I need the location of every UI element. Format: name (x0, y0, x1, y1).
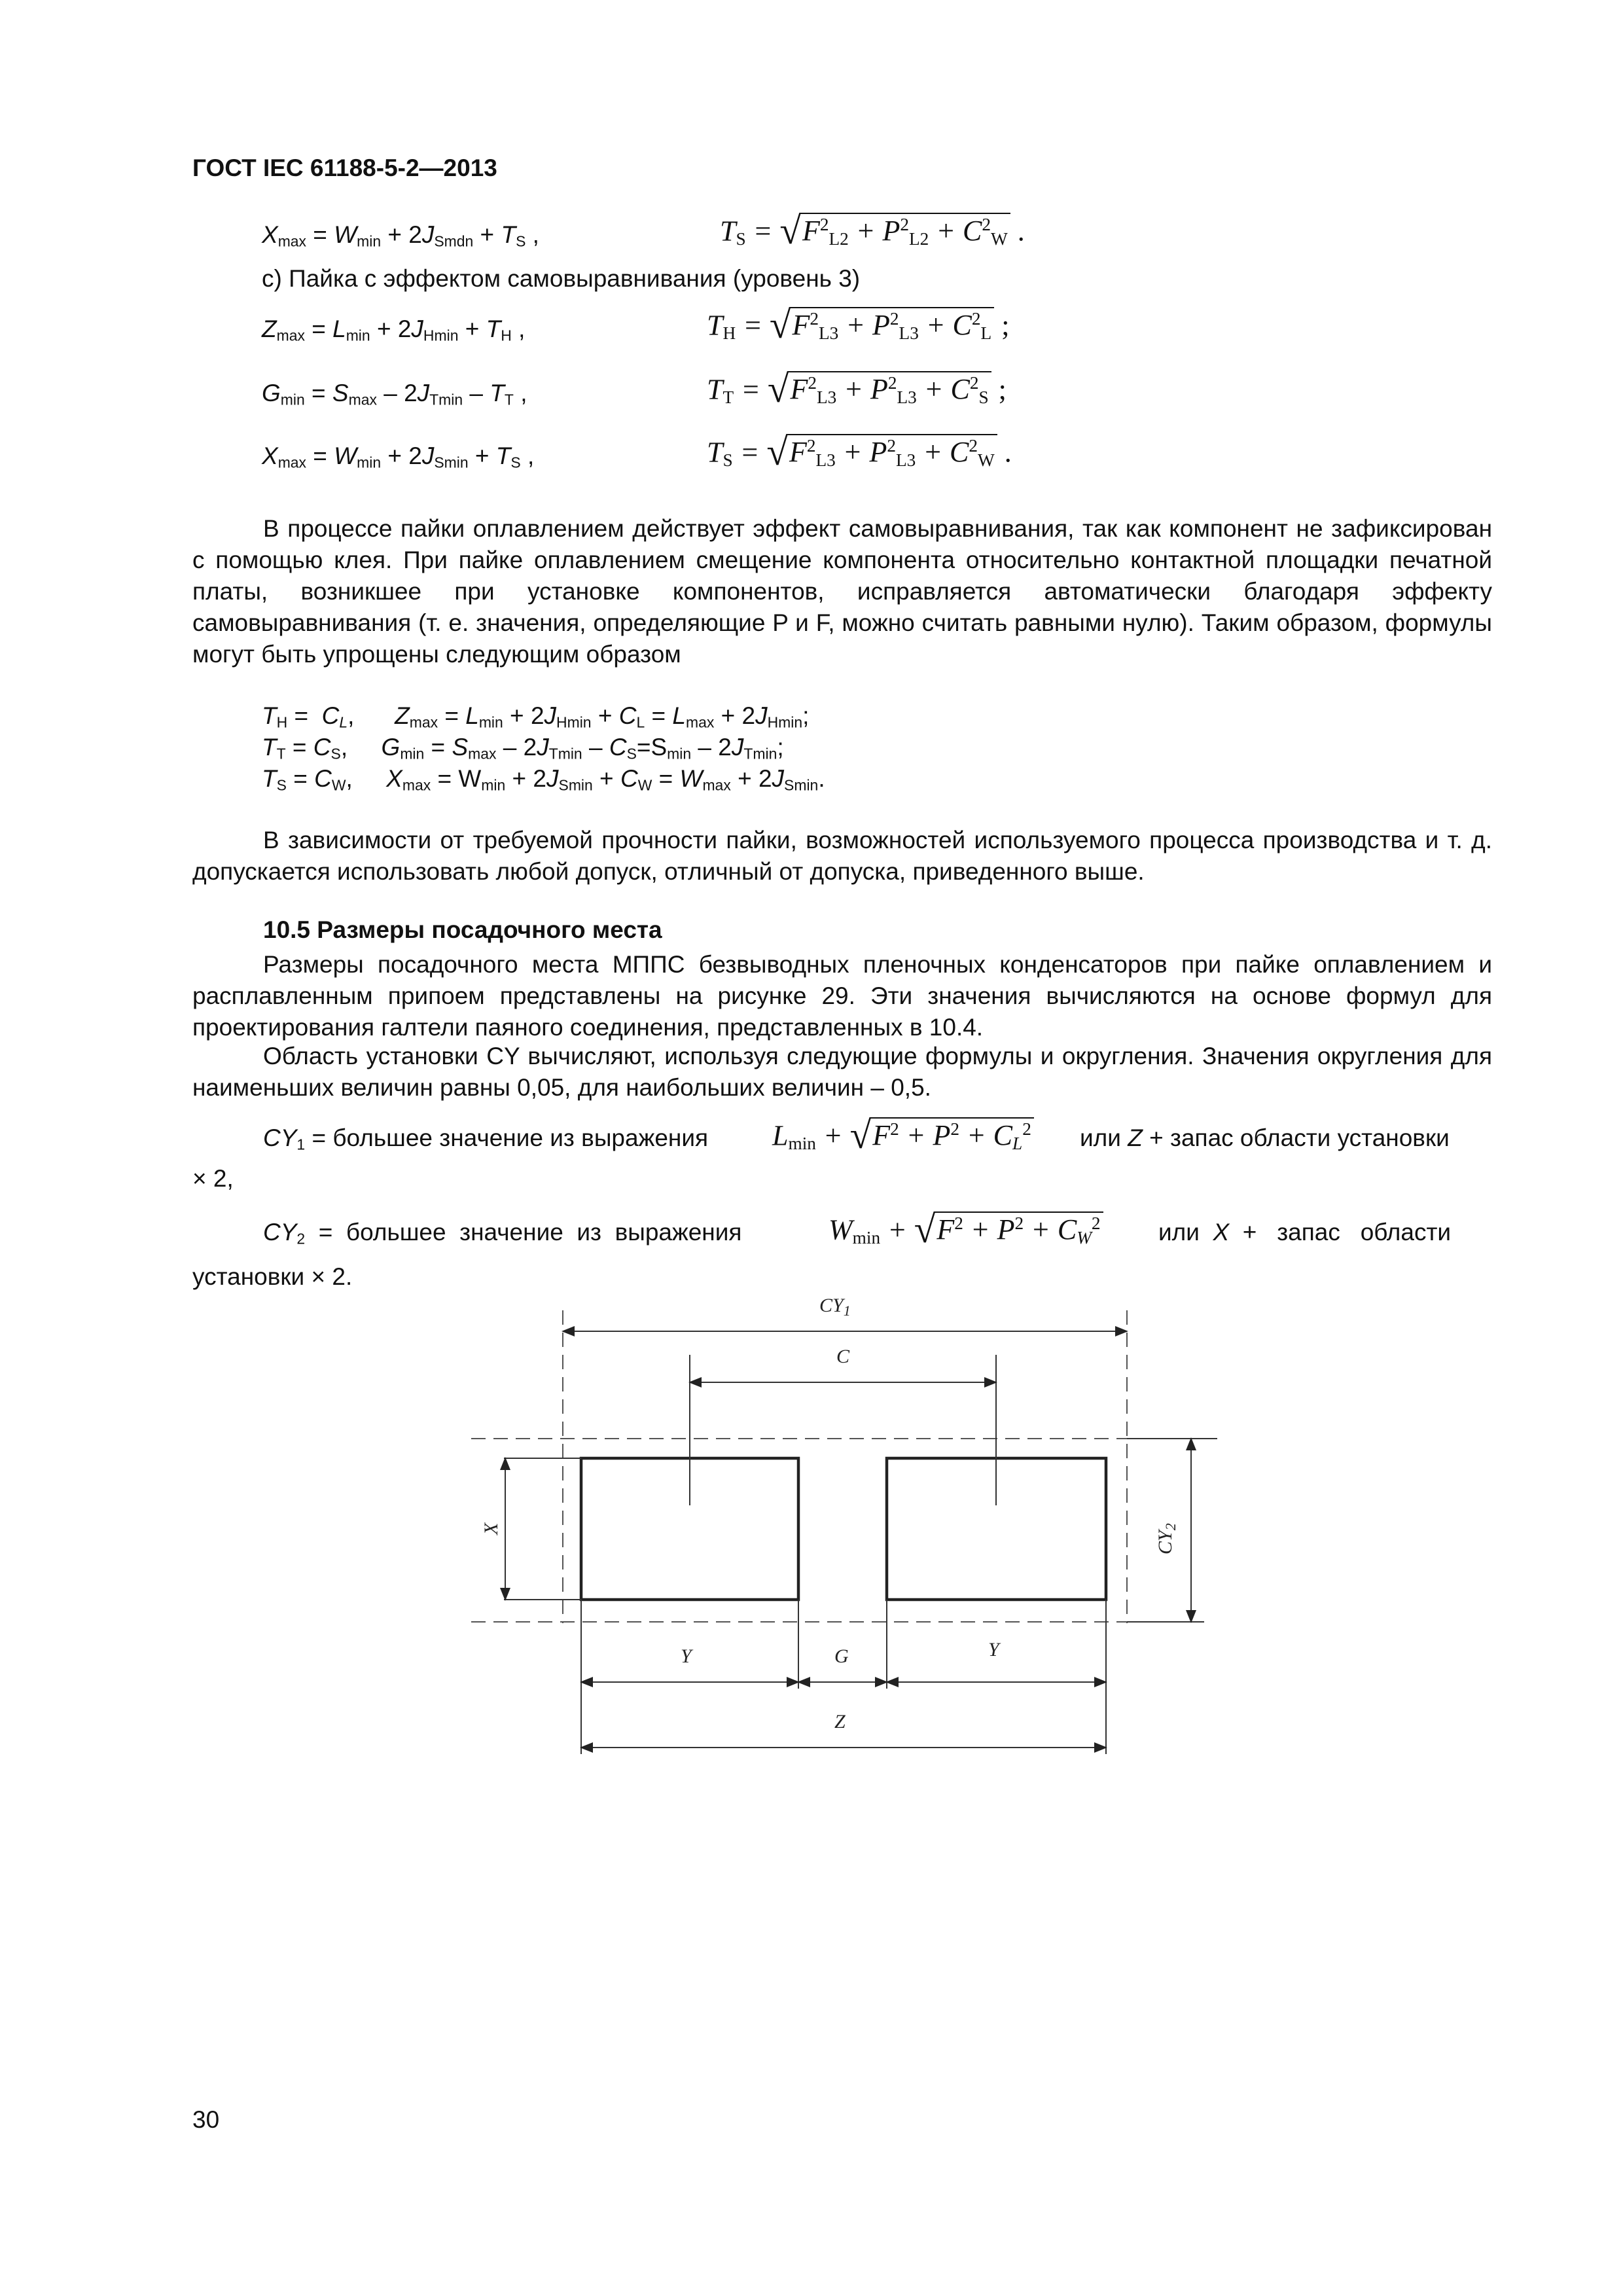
formula-zmax-level3-left: $Z_{max} = L_{min} + 2J_{Hmin} + T_H$ , (262, 315, 526, 344)
dim-y-left-label: Y (681, 1645, 692, 1667)
cy2-wrap: установки × 2. (192, 1263, 353, 1290)
item-c-heading: c) Пайка с эффектом самовыравнивания (уровень 3) (262, 265, 861, 292)
dim-x-label: X (480, 1522, 502, 1535)
cy1-formula: $L_{min} + √F^2 + P^2 + C_L^2$ (772, 1113, 1034, 1158)
formula-th-level3: $T_H = √F^2_{L3} + P^2_{L3} + C^2_L$ ; (707, 303, 1010, 346)
paragraph-self-alignment: В процессе пайки оплавлением действует эффект самовыравнивания, так как компонент не зафиксирован с помощью клея. При пайке оплавлением смещение компонента относительно контактной площадки печатной платы, возникшее при установке компонентов, исправляется автоматически благодаря эффекту самовыравнивания (т. е. значения, определяющие P и F, можно считать равными нулю). Таким образом, формулы могут быть упрощены следующим образом (192, 515, 1492, 668)
paragraph-land-pattern: Размеры посадочного места МППС безвыводных пленочных конденсаторов при пайке оплавлением и расплавленным припоем представлены на рисунке 29. Эти значения вычисляются на основе формул для проектирования галтели паяного соединения, представленных в 10.4. (192, 951, 1492, 1041)
formula-tt-level3: $T_T = √F^2_{L3} + P^2_{L3} + C^2_S$ ; (707, 367, 1007, 410)
dim-cy2-label: $CY_2$ (1154, 1523, 1179, 1554)
page-number: 30 (192, 2106, 220, 2133)
simplified-line-1: $T_H = C_L$, $Z_{max} = L_{min} + 2J_{Hmin} + C_L = L_{max} + 2J_{Hmin}$; (262, 702, 810, 731)
cy2-lead: $CY_2$ = большее значение из выражения (263, 1219, 742, 1247)
dim-c-label: C (836, 1346, 850, 1367)
dim-z-label: Z (834, 1711, 846, 1732)
section-title-10-5: 10.5 Размеры посадочного места (263, 916, 662, 943)
cy2-tail: или X + запас области (1158, 1219, 1452, 1246)
formula-gmin-level3-left: $G_{min} = S_{max} - 2J_{Tmin} - T_T$ , (262, 380, 527, 408)
cy2-formula: $W_{min} + √F^2 + P^2 + C_W^2$ (829, 1207, 1103, 1252)
cy1-lead: $CY_1$ = большее значение из выражения (263, 1124, 709, 1153)
dim-g-label: G (834, 1645, 849, 1667)
cy1-wrap: × 2, (192, 1165, 234, 1192)
paragraph-tolerance: В зависимости от требуемой прочности пайки, возможностей используемого процесса производства и т. д. допускается использовать любой допуск, отличный от допуска, приведенного выше. (192, 827, 1492, 885)
formula-ts-level3: $T_S = √F^2_{L3} + P^2_{L3} + C^2_W$ . (707, 430, 1012, 473)
simplified-line-3: $T_S = C_W$, $X_{max} = W_{min} + 2J_{Smin} + C_W = W_{max} + 2J_{Smin}$. (262, 765, 825, 794)
formula-ts-level2: $T_S = √F^2_{L2} + P^2_{L2} + C^2_W$ . (720, 209, 1025, 252)
dim-cy1-label: $CY_1$ (819, 1295, 851, 1319)
formula-xmax-level2-left: $X_{max} = W_{min} + 2J_{Smdn} + T_S$ , (262, 221, 539, 250)
formula-xmax-level3-left: $X_{max} = W_{min} + 2J_{Smin} + T_S$ , (262, 442, 535, 471)
simplified-line-2: $T_T = C_S$, $G_{min} = S_{max} - 2J_{Tmin} - C_S=S_{min} - 2J_{Tmin}$; (262, 734, 784, 762)
dim-y-right-label: Y (988, 1639, 999, 1660)
document-header: ГОСТ IEC 61188-5-2—2013 (192, 154, 497, 181)
paragraph-courtyard: Область установки CY вычисляют, используя следующие формулы и округления. Значения округления для наименьших величин равны 0,05, для наибольших величин – 0,5. (192, 1043, 1492, 1101)
cy1-tail: или Z + запас области установки (1080, 1124, 1450, 1151)
